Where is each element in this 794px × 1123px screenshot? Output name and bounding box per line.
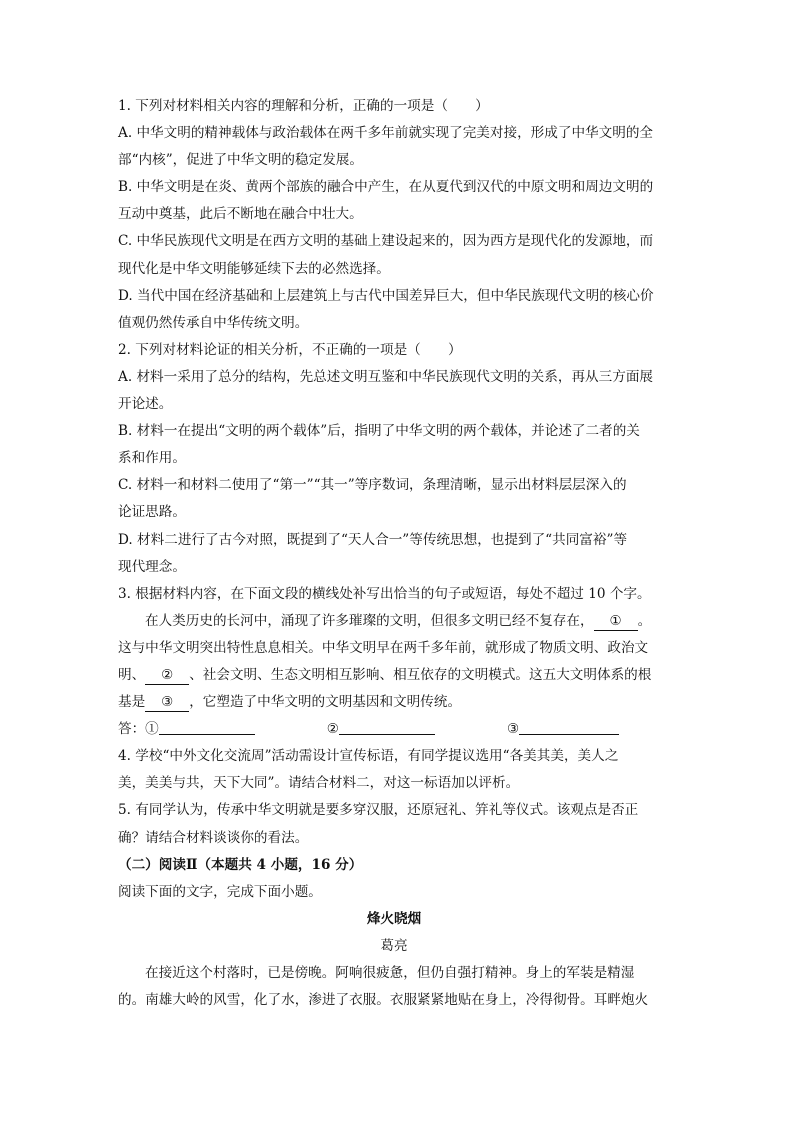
- q3-passage-text: 。: [637, 612, 652, 629]
- q4-line2: 美，美美与共，天下大同”。请结合材料二，对这一标语加以评析。: [118, 775, 520, 792]
- q2-option-b-line2: 系和作用。: [118, 450, 186, 467]
- q1-option-c-line2: 现代化是中华文明能够延续下去的必然选择。: [118, 260, 390, 277]
- q3-passage-line2: 这与中华文明突出特性息息相关。中华文明早在两千多年前，就形成了物质文明、政治文: [118, 639, 649, 656]
- exam-page: [118, 93, 670, 1014]
- q2-option-a-line2: 开论述。: [118, 396, 173, 413]
- q1-option-d-line1: D. 当代中国在经济基础和上层建筑上与古代中国差异巨大，但中华民族现代文明的核心价: [118, 287, 654, 304]
- q2-stem: 2. 下列对材料论证的相关分析，不正确的一项是（ ）: [118, 341, 462, 358]
- q3-passage-text: 明、: [118, 666, 146, 683]
- q2-option-b-line1: B. 材料一在提出“文明的两个载体”后，指明了中华文明的两个载体，并论述了二者的关: [118, 423, 640, 440]
- q3-answer-line: [118, 716, 670, 743]
- q1-option-b-line2: 互动中奠基，此后不断地在融合中壮大。: [118, 206, 363, 223]
- q3-passage-text: 基是: [118, 694, 146, 711]
- blank-3: ③: [145, 693, 189, 712]
- q1-option-a-line2: 部“内核”，促进了中华文明的稳定发展。: [118, 152, 363, 169]
- q2-option-a-line1: A. 材料一采用了总分的结构，先总述文明互鉴和中华民族现代文明的关系，再从三方面展: [118, 368, 654, 385]
- q5-line1: 5. 有同学认为，传承中华文明就是要多穿汉服，还原冠礼、笄礼等仪式。该观点是否正: [118, 802, 639, 819]
- q1-option-c-line1: C. 中华民族现代文明是在西方文明的基础上建设起来的，因为西方是现代化的发源地，而: [118, 233, 654, 250]
- article-author: 葛亮: [380, 937, 408, 954]
- q1-option-b-line1: B. 中华文明是在炎、黄两个部族的融合中产生，在从夏代到汉代的中原文明和周边文明的: [118, 179, 654, 196]
- blank-2: ②: [145, 666, 189, 685]
- article-title: 烽火晓烟: [366, 910, 422, 927]
- q2-option-c-line1: C. 材料一和材料二使用了“第一”“其一”等序数词，条理清晰，显示出材料层层深入的: [118, 477, 627, 494]
- q3-passage-text: 在人类历史的长河中，涌现了许多璀璨的文明，但很多文明已经不复存在，: [145, 612, 594, 629]
- q3-passage-line1: [118, 608, 670, 635]
- q5-line2: 确？请结合材料谈谈你的看法。: [118, 829, 309, 846]
- q3-passage-text: 、社会文明、生态文明相互影响、相互依存的文明模式。这五大文明体系的根: [189, 666, 652, 683]
- answer-blank-1[interactable]: [159, 718, 255, 735]
- q1-stem: 1. 下列对材料相关内容的理解和分析，正确的一项是（ ）: [118, 98, 489, 114]
- blank-1: ①: [594, 612, 638, 631]
- q2-option-d-line2: 现代理念。: [118, 558, 186, 575]
- section-heading: （二）阅读Ⅱ（本题共 4 小题，16 分）: [118, 856, 363, 873]
- q1-option-d-line2: 值观仍然传承自中华传统文明。: [118, 314, 309, 331]
- answer-label-3: ③: [506, 721, 520, 738]
- q2-option-d-line1: D. 材料二进行了古今对照，既提到了“天人合一”等传统思想，也提到了“共同富裕”等: [118, 531, 628, 548]
- answer-label-1: 答：①: [118, 721, 159, 738]
- q4-line1: 4. 学校“中外文化交流周”活动需设计宣传标语，有同学提议选用“各美其美，美人之: [118, 748, 619, 765]
- answer-blank-2[interactable]: [339, 718, 435, 735]
- answer-blank-3[interactable]: [519, 718, 619, 735]
- section-instruction: 阅读下面的文字，完成下面小题。: [118, 883, 322, 900]
- article-paragraph-line1: 在接近这个村落时，已是傍晚。阿响很疲惫，但仍自强打精神。身上的军装是精湿: [145, 965, 635, 981]
- q1-option-a-line1: A. 中华文明的精神载体与政治载体在两千多年前就实现了完美对接，形成了中华文明的全: [118, 125, 654, 142]
- q3-passage-text: ，它塑造了中华文明的文明基因和文明传统。: [189, 694, 462, 711]
- q3-passage-line3: [118, 662, 670, 689]
- q2-option-c-line2: 论证思路。: [118, 504, 186, 521]
- q3-stem: 3. 根据材料内容，在下面文段的横线处补写出恰当的句子或短语，每处不超过 10 个字。: [118, 585, 651, 602]
- article-paragraph-line2: 的。南雄大岭的风雪，化了水，渗进了衣服。衣服紧紧地贴在身上，冷得彻骨。耳畔炮火: [118, 992, 649, 1009]
- q3-passage-line4: [118, 689, 670, 716]
- answer-label-2: ②: [326, 721, 339, 738]
